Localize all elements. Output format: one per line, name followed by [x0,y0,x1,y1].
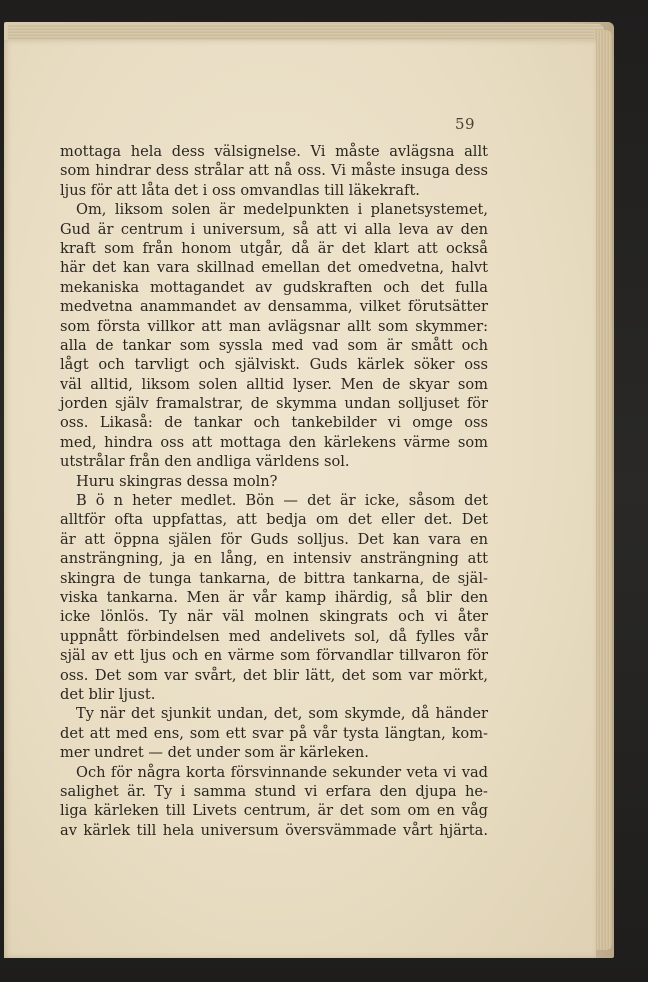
text-line: liga kärleken till Livets centrum, är det som om en våg [60,802,488,820]
text-line: mekaniska mottagandet av gudskraften och det fulla [60,278,488,296]
text-line: alltför ofta uppfattas, att bedja om det eller det. Det [60,511,488,529]
text-line: uppnått förbindelsen med andelivets sol, då fylles vår [60,627,488,645]
text-line: Gud är centrum i universum, så att vi alla leva av den [60,220,488,238]
text-line: utstrålar från den andliga världens sol. [60,453,350,471]
page-number: 59 [455,115,476,133]
text-line: Ty när det sjunkit undan, det, som skymde, då händer [76,705,488,723]
text-line: väl alltid, liksom solen alltid lyser. Men de skyar som [60,375,488,393]
text-line: oss. Likaså: de tankar och tankebilder vi omge oss [60,414,488,432]
text-line: är att öppna själen för Guds solljus. Det kan vara en [60,530,488,548]
text-line: icke lönlös. Ty när väl molnen skingrats och vi åter [60,608,488,626]
text-line: skingra de tunga tankarna, de bittra tankarna, de själ- [60,569,488,587]
text-line: som hindrar dess strålar att nå oss. Vi måste insuga dess [60,162,488,180]
text-line: alla de tankar som syssla med vad som är smått och [60,336,488,354]
text-line: lågt och tarvligt och själviskt. Guds kärlek söker oss [60,356,488,374]
text-line: mottaga hela dess välsignelse. Vi måste avlägsna allt [60,143,488,160]
text-line: viska tankarna. Men är vår kamp ihärdig, så blir den [60,588,488,606]
text-line: kraft som från honom utgår, då är det klart att också [60,239,488,257]
body-text [60,142,488,840]
text-line: oss. Det som var svårt, det blir lätt, det som var mörkt, [60,666,488,684]
text-line: medvetna anammandet av densamma, vilket förutsätter [60,298,488,316]
text-line: Huru skingras dessa moln? [76,472,278,490]
page-side-edges [594,30,612,950]
text-line: Om, liksom solen är medelpunkten i planetsystemet, [76,201,488,219]
text-line: ljus för att låta det i oss omvandlas till läkekraft. [60,181,420,199]
text-line: det blir ljust. [60,685,156,703]
text-line: med, hindra oss att mottaga den kärlekens värme som [60,433,488,451]
text-line: själ av ett ljus och en värme som förvandlar tillvaron för [60,647,488,665]
text-line: av kärlek till hela universum översvämmade vårt hjärta. [60,821,488,839]
text-line: här det kan vara skillnad emellan det omedvetna, halvt [60,259,488,277]
text-line: ansträngning, ja en lång, en intensiv ansträngning att [60,550,488,568]
text-line: salighet är. Ty i samma stund vi erfara den djupa he- [60,782,488,800]
text-line: det att med ens, som ett svar på vår tysta längtan, kom- [60,724,488,742]
text-line: Och för några korta försvinnande sekunder veta vi vad [76,763,488,781]
text-line: jorden själv framalstrar, de skymma undan solljuset för [60,395,488,413]
text-line: som första villkor att man avlägsnar allt som skymmer: [60,317,488,335]
text-line: mer undret — det under som är kärleken. [60,744,369,762]
text-line: B ö n heter medlet. Bön — det är icke, såsom det [76,492,488,510]
